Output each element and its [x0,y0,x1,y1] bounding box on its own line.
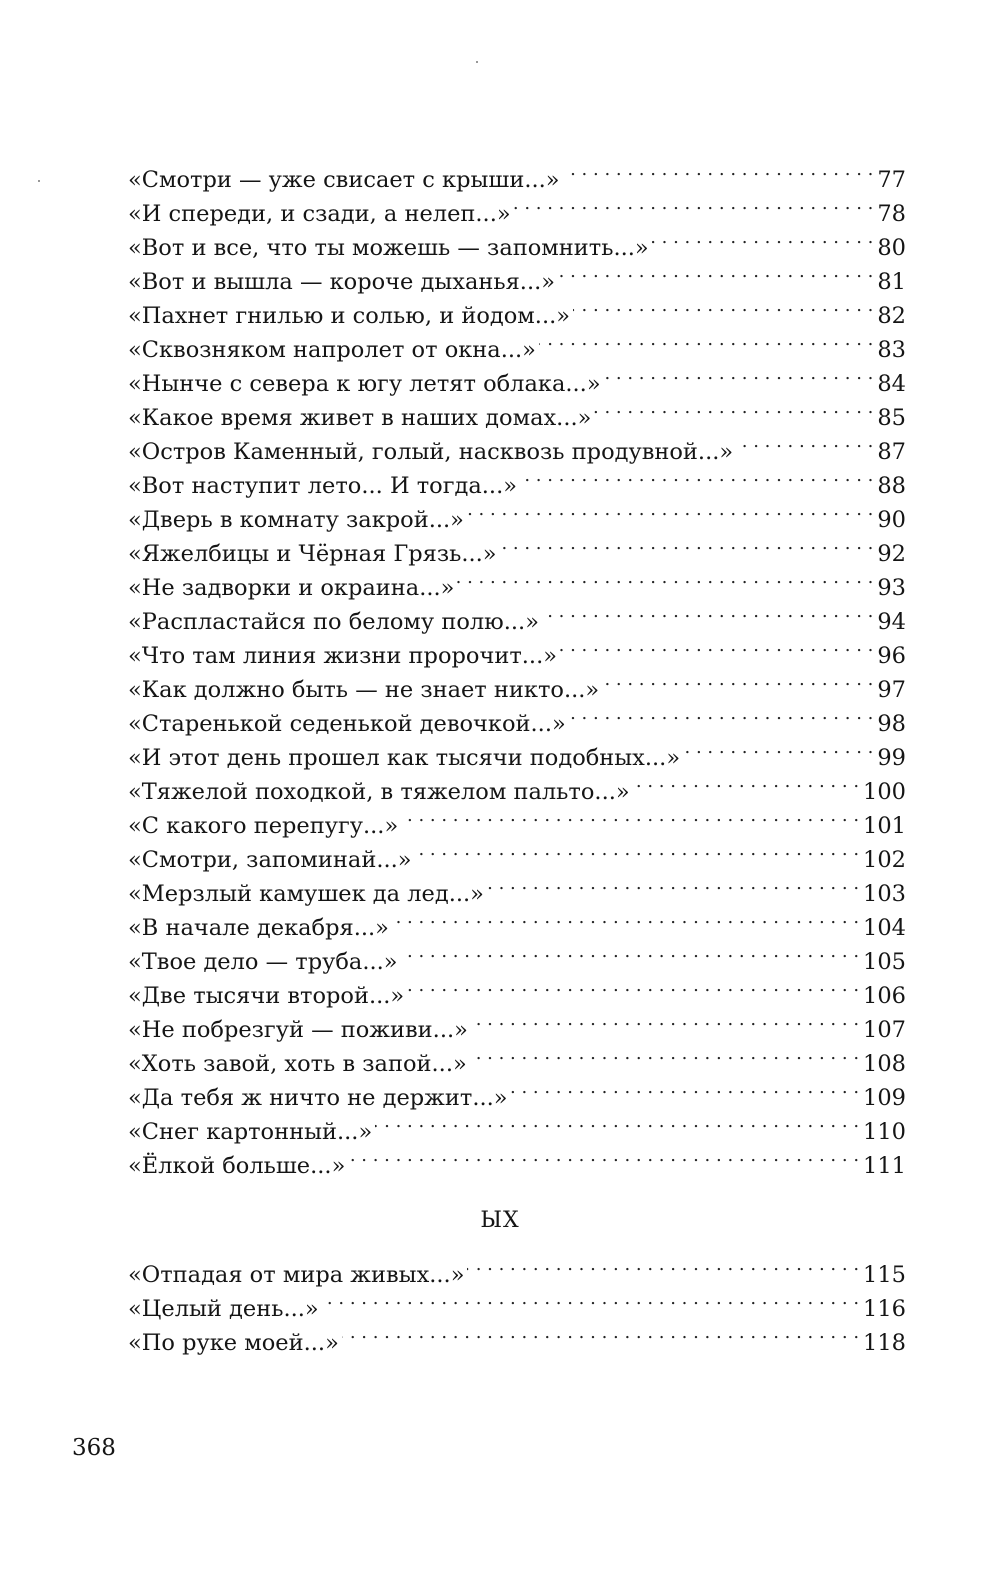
toc-entry-title: «И спереди, и сзади, а нелеп...» [128,201,511,227]
dot-leader [471,1003,859,1037]
dot-leader [652,221,874,255]
dot-leader [573,289,873,323]
dot-leader [604,357,874,391]
toc-entry-title: «Какое время живет в наших домах...» [128,405,592,431]
toc-entry-title: «Вот и вышла — короче дыханья...» [128,269,556,295]
dot-leader [569,697,874,731]
toc-entry-title: «Как должно быть — не знает никто...» [128,677,600,703]
toc-entry-page: 87 [877,439,906,465]
print-speck [38,180,40,182]
dot-leader [470,1037,859,1071]
dot-leader [375,1105,859,1139]
dot-leader [457,561,873,595]
toc-entry-page: 116 [863,1296,906,1322]
toc-entry-page: 115 [863,1262,906,1288]
toc-entry-page: 102 [863,847,906,873]
dot-leader [487,867,859,901]
toc-entry-title: «Дверь в комнату закрой...» [128,507,464,533]
toc-entry-title: «Яжелбицы и Чёрная Грязь...» [128,541,497,567]
toc-entry-title: «Распластайся по белому полю...» [128,609,539,635]
dot-leader [392,901,859,935]
toc-entry-title: «Мерзлый камушек да лед...» [128,881,484,907]
dot-leader [594,391,873,425]
dot-leader [401,935,860,969]
dot-leader [401,799,859,833]
toc-entry-page: 108 [863,1051,906,1077]
toc-entry [128,1248,906,1288]
toc-entry-title: «Сквозняком напролет от окна...» [128,337,536,363]
toc-entry-page: 106 [863,983,906,1009]
dot-leader [342,1316,859,1350]
toc-entry-page: 83 [877,337,906,363]
dot-leader [683,731,873,765]
toc-entry-title: «В начале декабря...» [128,915,389,941]
toc-entry-title: «Смотри — уже свисает с крыши...» [128,167,560,193]
toc-entry-page: 110 [863,1119,906,1145]
toc-entry-title: «Да тебя ж ничто не держит...» [128,1085,508,1111]
toc-entry-page: 99 [877,745,906,771]
toc-entry-title: «По руке моей...» [128,1330,339,1356]
toc-entry-title: «Смотри, запоминай...» [128,847,412,873]
dot-leader [560,629,873,663]
toc-entry-title: «Что там линия жизни пророчит...» [128,643,557,669]
toc-entry-title: «Вот наступит лето... И тогда...» [128,473,517,499]
toc-entry-title: «Хоть завой, хоть в запой...» [128,1051,467,1077]
dot-leader [467,493,873,527]
toc-entry-page: 88 [877,473,906,499]
toc-entry-page: 94 [877,609,906,635]
toc-entry-page: 111 [863,1153,906,1179]
dot-leader [511,1071,860,1105]
toc-entry-page: 84 [877,371,906,397]
toc-entry-page: 104 [863,915,906,941]
toc-entry-title: «Твое дело — труба...» [128,949,398,975]
toc-entry-title: «Целый день...» [128,1296,319,1322]
toc-entry-page: 101 [863,813,906,839]
toc-entry [128,153,906,193]
toc-entry-page: 90 [877,507,906,533]
toc-list-part-b [128,1248,906,1356]
toc-entry-page: 100 [863,779,906,805]
toc-entry-page: 109 [863,1085,906,1111]
toc-entry-page: 80 [877,235,906,261]
dot-leader [514,187,874,221]
toc-entry-title: «Не побрезгуй — поживи...» [128,1017,468,1043]
dot-leader [633,765,859,799]
dot-leader [467,1248,859,1282]
toc-entry-title: «Снег картонный...» [128,1119,373,1145]
toc-entry-page: 107 [863,1017,906,1043]
toc-entry-page: 78 [877,201,906,227]
toc-entry-page: 97 [877,677,906,703]
dot-leader [602,663,873,697]
toc-entry-page: 81 [877,269,906,295]
toc-entry-title: «Старенькой седенькой девочкой...» [128,711,566,737]
toc-entry-title: «Две тысячи второй...» [128,983,405,1009]
toc-entry-title: «Остров Каменный, голый, насквозь продувной...» [128,439,734,465]
dot-leader [736,425,873,459]
toc-entry-page: 77 [877,167,906,193]
dot-leader [563,153,874,187]
toc-entry-title: «Тяжелой походкой, в тяжелом пальто...» [128,779,630,805]
toc-entry-page: 92 [877,541,906,567]
toc-entry-page: 103 [863,881,906,907]
toc-entry-page: 82 [877,303,906,329]
toc-entry-title: «Пахнет гнилью и солью, и йодом...» [128,303,571,329]
toc-entry-title: «И этот день прошел как тысячи подобных...» [128,745,681,771]
dot-leader [539,323,873,357]
dot-leader [520,459,873,493]
dot-leader [407,969,859,1003]
toc-entry-title: «Не задворки и окраина...» [128,575,455,601]
toc-entry-page: 118 [863,1330,906,1356]
toc-entry-title: «Вот и все, что ты можешь — запомнить...» [128,235,649,261]
print-speck [476,61,478,63]
dot-leader [322,1282,859,1316]
dot-leader [500,527,874,561]
section-heading: ЫХ [480,1208,520,1233]
dot-leader [415,833,860,867]
toc-entry-title: «С какого перепугу...» [128,813,399,839]
toc-list-part-a [128,153,906,1179]
page-number: 368 [72,1435,116,1461]
dot-leader [558,255,873,289]
toc-entry-page: 96 [877,643,906,669]
toc-entry-page: 85 [877,405,906,431]
toc-entry-page: 105 [863,949,906,975]
toc-entry-page: 98 [877,711,906,737]
toc-entry-title: «Нынче с севера к югу летят облака...» [128,371,601,397]
toc-entry-page: 93 [877,575,906,601]
dot-leader [348,1139,859,1173]
toc-entry-title: «Ёлкой больше...» [128,1153,346,1179]
toc-entry-title: «Отпадая от мира живых...» [128,1262,465,1288]
dot-leader [542,595,873,629]
